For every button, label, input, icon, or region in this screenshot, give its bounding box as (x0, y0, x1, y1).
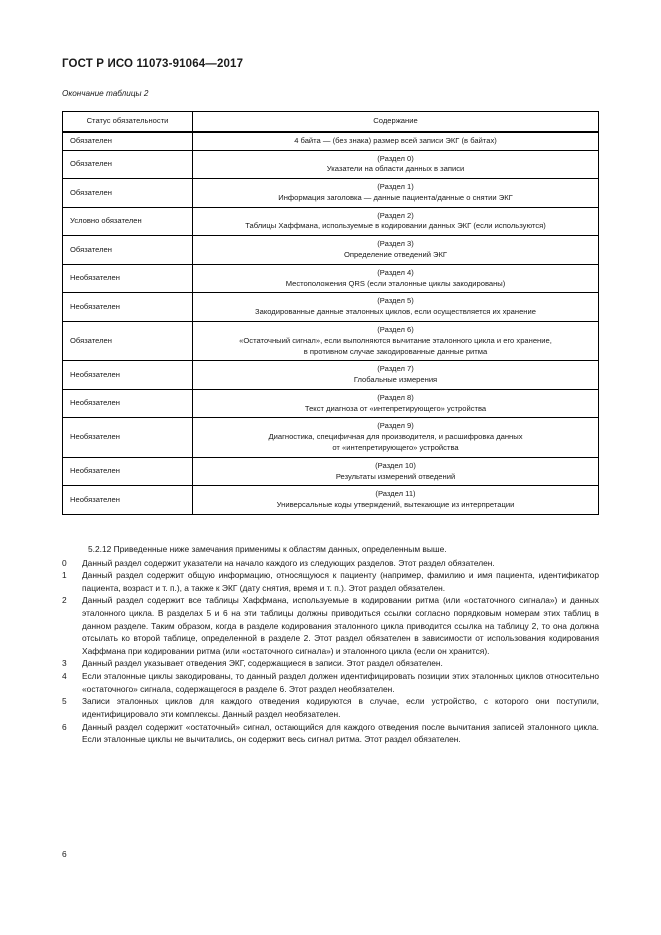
note-item (62, 670, 599, 695)
cell-status: Необязателен (63, 293, 193, 322)
table-row (63, 150, 599, 179)
note-item (62, 569, 599, 594)
note-number: 1 (62, 570, 67, 581)
table-row (63, 321, 599, 360)
cell-status: Обязателен (63, 321, 193, 360)
cell-content-line: (Раздел 8) (377, 392, 414, 402)
sections-table (62, 111, 599, 515)
cell-status: Обязателен (63, 150, 193, 179)
note-text: Данный раздел указывает отведения ЭКГ, содержащиеся в записи. Этот раздел обязателен. (82, 658, 443, 669)
cell-status: Обязателен (63, 132, 193, 150)
cell-status: Необязателен (63, 486, 193, 515)
cell-content-line: Определение отведений ЭКГ (343, 250, 448, 260)
cell-content-line: Местоположения QRS (если эталонные циклы закодированы) (285, 278, 506, 288)
cell-status: Условно обязателен (63, 207, 193, 236)
cell-status: Необязателен (63, 361, 193, 390)
cell-content-line: (Раздел 11) (375, 489, 416, 499)
table-row (63, 207, 599, 236)
table-body (63, 132, 599, 515)
cell-content-line: от «интепретирующего» устройства (332, 442, 459, 452)
table-row (63, 132, 599, 150)
cell-content-line: (Раздел 7) (377, 364, 414, 374)
cell-content-line: (Раздел 5) (377, 296, 414, 306)
cell-content-line: (Раздел 6) (377, 324, 414, 334)
cell-content-line: (Раздел 3) (377, 239, 414, 249)
cell-content-line: Диагностика, специфичная для производителя, и расшифровка данных (268, 432, 523, 442)
notes-block (62, 543, 599, 746)
table-row (63, 389, 599, 418)
table-header-row (63, 112, 599, 132)
cell-status: Обязателен (63, 236, 193, 265)
cell-status: Обязателен (63, 179, 193, 208)
note-text: Данный раздел содержит указатели на начало каждого из следующих разделов. Этот раздел обязателен. (82, 557, 495, 568)
cell-content-line: Глобальные измерения (353, 375, 438, 385)
cell-content (193, 236, 599, 265)
cell-status: Необязателен (63, 418, 193, 457)
cell-content (193, 457, 599, 486)
cell-content (193, 361, 599, 390)
note-text: Если эталонные циклы закодированы, то данный раздел должен идентифицировать позиции этих эталонных циклов относительно «остаточного» сигнала, содержащегося в разделе 6. Этот раздел необязателен. (82, 671, 599, 694)
cell-content-line: (Раздел 2) (377, 210, 414, 220)
cell-content-line: Универсальные коды утверждений, вытекающие из интерпретации (276, 500, 515, 510)
notes-list (62, 557, 599, 746)
note-number: 0 (62, 557, 67, 568)
table-row (63, 361, 599, 390)
note-text: Данный раздел содержит общую информацию, относящуюся к пациенту (например, фамилию и имя пациента, идентификатор пациента, возраст и т. п.), а также к ЭКГ (дату снятия, время и т. п.). Этот раздел обязателен. (82, 570, 599, 593)
table-row (63, 236, 599, 265)
table-row (63, 486, 599, 515)
cell-content (193, 132, 599, 150)
note-item (62, 594, 599, 657)
cell-content-line: (Раздел 4) (377, 267, 414, 277)
standard-header: ГОСТ Р ИСО 11073-91064—2017 (62, 58, 244, 70)
note-text: Записи эталонных циклов для каждого отведения кодируются в случае, если устройство, с которого они поступили, идентифицировало эти комплексы. Данный раздел необязателен. (82, 696, 599, 719)
column-header-status: Статус обязательности (63, 112, 193, 132)
cell-content (193, 321, 599, 360)
cell-content-line: Таблицы Хаффмана, используемые в кодировании данных ЭКГ (если используются) (245, 221, 546, 231)
table-head (63, 112, 599, 132)
cell-content-line: (Раздел 0) (377, 153, 414, 163)
cell-content-line: Текст диагноза от «интепретирующего» устройства (304, 403, 487, 413)
cell-content-line: Результаты измерений отведений (335, 471, 456, 481)
note-number: 6 (62, 721, 67, 732)
table-row (63, 264, 599, 293)
cell-status: Необязателен (63, 264, 193, 293)
notes-intro: 5.2.12 Приведенные ниже замечания применимы к областям данных, определенным выше. (88, 544, 447, 554)
cell-content (193, 207, 599, 236)
note-text: Данный раздел содержит «остаточный» сигнал, остающийся для каждого отведения после вычитания записей эталонного цикла. Если эталонные циклы не вычитались, он содержит весь сигнал ритма. Этот раздел обязателен. (82, 721, 599, 745)
table-row (63, 179, 599, 208)
cell-content-line: Информация заголовка — данные пациента/данные о снятии ЭКГ (278, 192, 513, 202)
note-number: 5 (62, 696, 67, 707)
note-item (62, 657, 599, 670)
cell-status: Необязателен (63, 389, 193, 418)
note-number: 2 (62, 595, 67, 606)
cell-content (193, 486, 599, 515)
cell-status: Необязателен (63, 457, 193, 486)
note-item (62, 695, 599, 720)
note-item (62, 557, 599, 570)
table-row (63, 418, 599, 457)
cell-content-line: Закодированные данные эталонных циклов, если осуществляется их хранение (255, 307, 536, 317)
cell-content (193, 264, 599, 293)
cell-content-line: (Раздел 9) (377, 421, 414, 431)
note-item (62, 721, 599, 746)
page-number: 6 (62, 849, 67, 859)
cell-content-line: (Раздел 1) (377, 182, 414, 192)
cell-content-line: «Остаточныий сигнал», если выполняются вычитание эталонного цикла и его хранение, (239, 335, 552, 345)
cell-content (193, 150, 599, 179)
note-number: 3 (62, 658, 67, 669)
note-text: Данный раздел содержит все таблицы Хаффмана, используемые в кодировании ритма (или «остаточного сигнала») и данных эталонного цикла. В разделах 5 и 6 на эти таблицы должны приводиться ссылки согласно порядковым номерам этих таблиц в данном разделе. Таким образом, когда в разделе кодирования эталонного цикла приводится ссылка на таблицу 2, то она должна отсылать ко второй таблице, определенной в разделе 2. Этот раздел обязателен в зависимости от использования кодирования Хаффмана при кодировании ритма (или «остаточного сигнала») и эталонного цикла (если он хранится). (82, 595, 599, 656)
cell-content-line: (Раздел 10) (375, 460, 416, 470)
cell-content-line: Указатели на области данных в записи (326, 164, 465, 174)
cell-content-line: в противном случае закодированные данные ритма (303, 346, 488, 356)
table-caption: Окончание таблицы 2 (62, 89, 149, 98)
cell-content (193, 389, 599, 418)
cell-content (193, 293, 599, 322)
cell-content (193, 179, 599, 208)
column-header-content: Содержание (193, 112, 599, 132)
table-row (63, 293, 599, 322)
note-number: 4 (62, 671, 67, 682)
cell-content (193, 418, 599, 457)
table-row (63, 457, 599, 486)
cell-content-line: 4 байта — (без знака) размер всей записи ЭКГ (в байтах) (294, 135, 497, 145)
